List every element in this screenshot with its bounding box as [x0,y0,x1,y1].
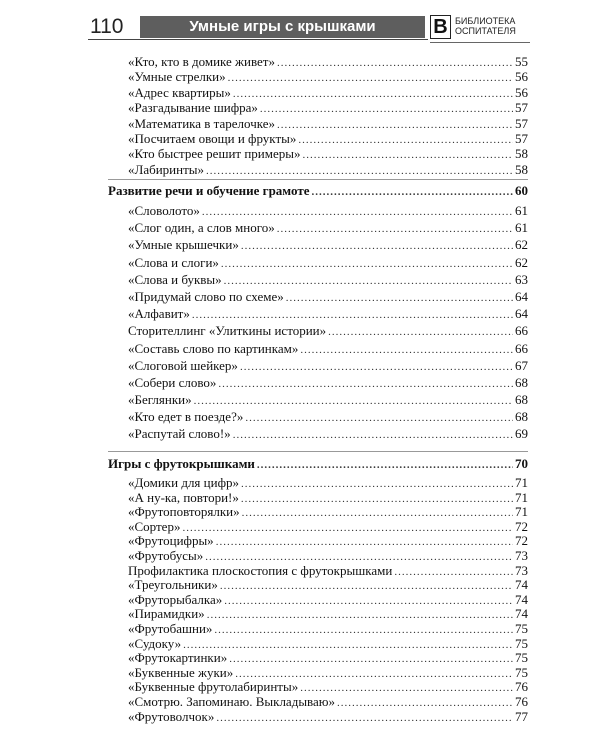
header-title: Умные игры с крышками [140,16,425,38]
toc-entry [108,505,528,520]
entry-title: «Умные крышечки» [128,237,239,253]
toc-entry [108,219,528,236]
leader-dots [240,359,513,374]
toc-entry [108,271,528,288]
leader-dots [218,376,513,391]
entry-page: 61 [515,203,528,218]
leader-dots [300,342,513,357]
entry-title: «Фрутоцифры» [128,534,214,549]
leader-dots [260,102,513,115]
toc-entry [108,391,528,408]
entry-page: 71 [515,505,528,520]
entry-page: 72 [515,534,528,549]
entry-title: «Слова и слоги» [128,254,219,270]
toc-entry [108,578,528,593]
entry-page: 75 [515,665,528,680]
toc-entry [108,100,528,115]
entry-page: 58 [515,146,528,162]
toc-entry [108,305,528,322]
logo-line1: БИБЛИОТЕКА [455,16,516,26]
leader-dots [216,711,513,725]
entry-title: «Фрутоповторялки» [128,505,240,520]
entry-title: «Лабиринты» [128,161,204,177]
leader-dots [182,521,513,535]
leader-dots [192,307,513,322]
entry-page: 61 [515,220,528,236]
toc-entry [108,476,528,491]
leader-dots [394,565,513,579]
entry-page: 75 [515,651,528,666]
entry-title: «Придумай слово по схеме» [128,288,284,304]
entry-title: «Разгадывание шифра» [128,100,258,116]
series-logo [430,14,530,43]
entry-title: «Домики для цифр» [128,476,239,490]
entry-title: «А ну-ка, повтори!» [128,490,239,505]
toc-entry [108,520,528,535]
leader-dots [277,118,513,131]
toc-entry [108,408,528,425]
entry-page: 57 [515,115,528,131]
entry-title: «Составь слово по картинкам» [128,340,299,356]
entry-page: 62 [515,254,528,270]
leader-dots [205,550,513,564]
entry-page: 75 [515,636,528,651]
toc-entry [108,651,528,666]
leader-dots [221,256,513,271]
toc-heading: Развитие речи и обучение грамоте ..... 60 [108,182,528,199]
entry-title: «Сортер» [128,519,181,534]
entry-title: «Кто едет в поезде?» [128,409,244,425]
leader-dots [300,681,513,695]
entry-title: «Фрутобашни» [128,621,213,636]
entry-page: 68 [515,409,528,425]
entry-title: Сторителлинг «Улиткины истории» [128,323,327,339]
entry-title: «Собери слово» [128,374,217,390]
entry-page: 57 [515,100,528,116]
leader-dots [242,506,513,520]
leader-dots [235,667,513,681]
entry-title: «Беглянки» [128,392,192,408]
leader-dots [277,221,513,236]
entry-page: 71 [515,476,528,490]
leader-dots [202,204,513,219]
entry-page: 76 [515,680,528,695]
divider [108,451,528,452]
entry-title: «Кто быстрее решит примеры» [128,146,301,162]
leader-dots [224,273,513,288]
leader-dots [328,324,513,339]
entry-page: 63 [515,271,528,287]
leader-dots [241,238,513,253]
toc-entry [108,666,528,681]
toc-entry [108,236,528,253]
toc-entry [108,425,528,442]
leader-dots [298,133,513,146]
entry-page: 58 [515,161,528,177]
toc-group-1 [108,54,528,177]
leader-dots [303,148,514,161]
toc-entry [108,357,528,374]
toc-section-2 [108,182,528,199]
header-rule [88,39,428,40]
toc-entry [108,85,528,100]
toc-entry [108,534,528,549]
entry-page: 71 [515,490,528,505]
entry-title: «Буквенные фрутолабиринты» [128,680,299,695]
leader-dots [206,164,513,177]
entry-page: 68 [515,392,528,408]
entry-title: «Судоку» [128,636,182,651]
toc-entry [108,69,528,84]
leader-dots [233,87,513,100]
entry-title: «Слоговой шейкер» [128,357,238,373]
leader-dots [207,608,513,622]
entry-page: 67 [515,357,528,373]
leader-dots [224,594,513,608]
toc-entry [108,710,528,725]
entry-title: «Фрутобусы» [128,548,204,563]
entry-page: 56 [515,69,528,85]
leader-dots [183,638,513,652]
toc-entry [108,622,528,637]
toc-entry [108,340,528,357]
leader-dots [286,290,513,305]
toc-entry [108,695,528,710]
entry-page: 74 [515,578,528,593]
toc-entry [108,491,528,506]
entry-page: 64 [515,288,528,304]
entry-title: «Треугольники» [128,578,218,593]
entry-page: 76 [515,694,528,709]
entry-page: 55 [515,54,528,69]
entry-title: «Распутай слово!» [128,426,231,442]
entry-page: 57 [515,130,528,146]
toc-entry [108,607,528,622]
entry-page: 68 [515,374,528,390]
toc-entry [108,131,528,146]
leader-dots [277,56,513,69]
leader-dots [229,652,513,666]
entry-title: «Слова и буквы» [128,271,222,287]
entry-title: «Буквенные жуки» [128,665,234,680]
entry-page: 75 [515,621,528,636]
entry-page: 69 [515,426,528,442]
toc-entry [108,146,528,161]
entry-page: 66 [515,340,528,356]
entry-title: «Кто, кто в домике живет» [128,54,275,69]
entry-title: «Пирамидки» [128,607,205,622]
entry-page: 56 [515,84,528,100]
entry-page: 64 [515,306,528,322]
leader-dots [214,623,513,637]
leader-dots [241,492,513,506]
page-number: 110 [90,15,124,38]
entry-page: 62 [515,237,528,253]
logo-letter: В [430,15,451,39]
entry-title: «Умные стрелки» [128,69,226,85]
entry-title: «Посчитаем овощи и фрукты» [128,130,297,146]
leader-dots [216,535,513,549]
entry-page: 66 [515,323,528,339]
entry-title: «Слог один, а слов много» [128,220,275,236]
leader-dots [233,427,513,442]
entry-title: «Фруторыбалка» [128,592,223,607]
entry-page: 72 [515,519,528,534]
toc-entry [108,202,528,219]
entry-title: Профилактика плоскостопия с фрутокрышками [128,563,393,578]
entry-page: 73 [515,548,528,563]
divider [108,179,528,180]
leader-dots [245,410,513,425]
toc-entry [108,564,528,579]
toc-heading: Игры с фрутокрышками ..... 70 [108,455,528,472]
toc-entry [108,680,528,695]
toc-entry [108,549,528,564]
entry-title: «Фрутоволчок» [128,709,215,724]
leader-dots [337,696,513,710]
entry-title: «Фрутокартинки» [128,651,228,666]
running-header [88,14,528,40]
toc-entry [108,593,528,608]
toc-entry [108,116,528,131]
leader-dots [228,71,513,84]
toc-section-3 [108,455,528,472]
toc-entry [108,162,528,177]
entry-title: «Математика в тарелочке» [128,115,276,131]
entry-page: 74 [515,592,528,607]
toc-entry [108,374,528,391]
entry-page: 73 [515,563,528,578]
toc-group-3 [108,476,528,724]
toc-entry [108,637,528,652]
toc-group-2 [108,202,528,443]
entry-title: «Словолото» [128,203,200,218]
entry-title: «Смотрю. Запоминаю. Выкладываю» [128,694,335,709]
toc-entry [108,254,528,271]
entry-title: «Адрес квартиры» [128,84,231,100]
entry-title: «Алфавит» [128,306,190,322]
toc-entry [108,54,528,69]
leader-dots [194,393,513,408]
leader-dots [220,579,513,593]
toc-entry [108,322,528,339]
toc-entry [108,288,528,305]
logo-line2: ОСПИТАТЕЛЯ [455,26,516,36]
leader-dots [241,477,513,491]
entry-page: 74 [515,607,528,622]
entry-page: 77 [515,709,528,724]
